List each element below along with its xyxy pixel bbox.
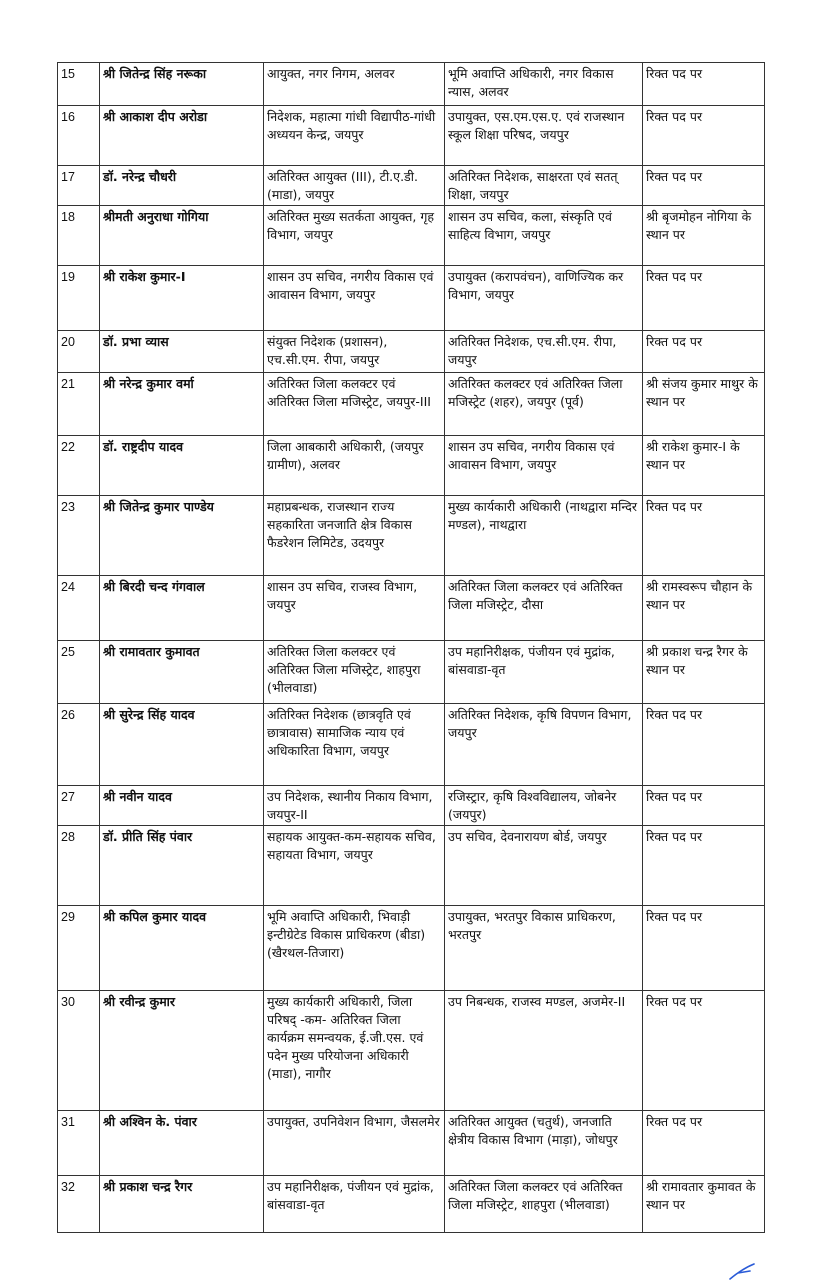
table-row [58,906,765,991]
serial-number-cell: 25 [58,641,100,704]
remark-cell: श्री संजय कुमार माथुर के स्थान पर [643,373,765,436]
officer-name-cell: श्री नवीन यादव [100,786,264,826]
current-post-cell: शासन उप सचिव, राजस्व विभाग, जयपुर [264,576,445,641]
new-post-cell: शासन उप सचिव, नगरीय विकास एवं आवासन विभाग, जयपुर [445,436,643,496]
serial-number-cell: 20 [58,331,100,373]
new-post-cell: अतिरिक्त कलक्टर एवं अतिरिक्त जिला मजिस्ट्रेट (शहर), जयपुर (पूर्व) [445,373,643,436]
officer-name-cell: श्री राकेश कुमार-I [100,266,264,331]
serial-number-cell: 17 [58,166,100,206]
current-post-cell: मुख्य कार्यकारी अधिकारी, जिला परिषद् -कम- अतिरिक्त जिला कार्यक्रम समन्वयक, ई.जी.एस. एवं पदेन मुख्य परियोजना अधिकारी (माडा), नागौर [264,991,445,1111]
remark-cell: रिक्त पद पर [643,906,765,991]
remark-cell: रिक्त पद पर [643,786,765,826]
new-post-cell: उप सचिव, देवनारायण बोर्ड, जयपुर [445,826,643,906]
serial-number-cell: 31 [58,1111,100,1176]
table-row [58,63,765,106]
remark-cell: रिक्त पद पर [643,704,765,786]
remark-cell: श्री प्रकाश चन्द्र रैगर के स्थान पर [643,641,765,704]
current-post-cell: शासन उप सचिव, नगरीय विकास एवं आवासन विभाग, जयपुर [264,266,445,331]
officer-name-cell: श्री बिरदी चन्द गंगवाल [100,576,264,641]
new-post-cell: अतिरिक्त जिला कलक्टर एवं अतिरिक्त जिला मजिस्ट्रेट, दौसा [445,576,643,641]
officer-name-cell: श्री सुरेन्द्र सिंह यादव [100,704,264,786]
current-post-cell: अतिरिक्त जिला कलक्टर एवं अतिरिक्त जिला मजिस्ट्रेट, शाहपुरा (भीलवाडा) [264,641,445,704]
serial-number-cell: 30 [58,991,100,1111]
new-post-cell: भूमि अवाप्ति अधिकारी, नगर विकास न्यास, अलवर [445,63,643,106]
current-post-cell: सहायक आयुक्त-कम-सहायक सचिव, सहायता विभाग, जयपुर [264,826,445,906]
serial-number-cell: 27 [58,786,100,826]
new-post-cell: उप महानिरीक्षक, पंजीयन एवं मुद्रांक, बांसवाडा-वृत [445,641,643,704]
remark-cell: रिक्त पद पर [643,266,765,331]
new-post-cell: उपायुक्त (करापवंचन), वाणिज्यिक कर विभाग, जयपुर [445,266,643,331]
table-row [58,206,765,266]
current-post-cell: जिला आबकारी अधिकारी, (जयपुर ग्रामीण), अलवर [264,436,445,496]
serial-number-cell: 22 [58,436,100,496]
signature-mark-icon [728,1262,758,1280]
table-row [58,1111,765,1176]
officer-name-cell: श्री रामावतार कुमावत [100,641,264,704]
officer-name-cell: श्री प्रकाश चन्द्र रैगर [100,1176,264,1233]
table-row [58,576,765,641]
new-post-cell: अतिरिक्त जिला कलक्टर एवं अतिरिक्त जिला मजिस्ट्रेट, शाहपुरा (भीलवाडा) [445,1176,643,1233]
officer-name-cell: डॉ. नरेन्द्र चौधरी [100,166,264,206]
current-post-cell: आयुक्त, नगर निगम, अलवर [264,63,445,106]
serial-number-cell: 26 [58,704,100,786]
table-row [58,786,765,826]
table-row [58,436,765,496]
officer-name-cell: श्रीमती अनुराधा गोगिया [100,206,264,266]
serial-number-cell: 23 [58,496,100,576]
remark-cell: श्री रामस्वरूप चौहान के स्थान पर [643,576,765,641]
table-row [58,641,765,704]
new-post-cell: अतिरिक्त निदेशक, कृषि विपणन विभाग, जयपुर [445,704,643,786]
new-post-cell: उपायुक्त, भरतपुर विकास प्राधिकरण, भरतपुर [445,906,643,991]
table-row [58,826,765,906]
remark-cell: रिक्त पद पर [643,166,765,206]
remark-cell: रिक्त पद पर [643,63,765,106]
serial-number-cell: 19 [58,266,100,331]
serial-number-cell: 21 [58,373,100,436]
officer-name-cell: श्री आकाश दीप अरोडा [100,106,264,166]
new-post-cell: मुख्य कार्यकारी अधिकारी (नाथद्वारा मन्दिर मण्डल), नाथद्वारा [445,496,643,576]
current-post-cell: उप महानिरीक्षक, पंजीयन एवं मुद्रांक, बांसवाडा-वृत [264,1176,445,1233]
serial-number-cell: 32 [58,1176,100,1233]
remark-cell: श्री बृजमोहन नोगिया के स्थान पर [643,206,765,266]
officer-name-cell: श्री नरेन्द्र कुमार वर्मा [100,373,264,436]
remark-cell: श्री रामावतार कुमावत के स्थान पर [643,1176,765,1233]
officer-name-cell: डॉ. प्रभा व्यास [100,331,264,373]
table-row [58,496,765,576]
new-post-cell: शासन उप सचिव, कला, संस्कृति एवं साहित्य विभाग, जयपुर [445,206,643,266]
table-row [58,373,765,436]
officer-name-cell: श्री अश्विन के. पंवार [100,1111,264,1176]
remark-cell: श्री राकेश कुमार-I के स्थान पर [643,436,765,496]
serial-number-cell: 18 [58,206,100,266]
officer-name-cell: डॉ. प्रीति सिंह पंवार [100,826,264,906]
serial-number-cell: 28 [58,826,100,906]
serial-number-cell: 16 [58,106,100,166]
current-post-cell: उपायुक्त, उपनिवेशन विभाग, जैसलमेर [264,1111,445,1176]
serial-number-cell: 29 [58,906,100,991]
serial-number-cell: 24 [58,576,100,641]
current-post-cell: अतिरिक्त आयुक्त (III), टी.ए.डी. (माडा), जयपुर [264,166,445,206]
table-row [58,266,765,331]
current-post-cell: उप निदेशक, स्थानीय निकाय विभाग, जयपुर-II [264,786,445,826]
table-row [58,991,765,1111]
new-post-cell: अतिरिक्त निदेशक, साक्षरता एवं सतत् शिक्षा, जयपुर [445,166,643,206]
new-post-cell: अतिरिक्त निदेशक, एच.सी.एम. रीपा, जयपुर [445,331,643,373]
current-post-cell: भूमि अवाप्ति अधिकारी, भिवाड़ी इन्टीग्रेटेड विकास प्राधिकरण (बीडा) (खैरथल-तिजारा) [264,906,445,991]
remark-cell: रिक्त पद पर [643,1111,765,1176]
table-row [58,1176,765,1233]
new-post-cell: उप निबन्धक, राजस्व मण्डल, अजमेर-II [445,991,643,1111]
officer-name-cell: डॉ. राष्ट्रदीप यादव [100,436,264,496]
table-row [58,166,765,206]
new-post-cell: रजिस्ट्रार, कृषि विश्वविद्यालय, जोबनेर (जयपुर) [445,786,643,826]
serial-number-cell: 15 [58,63,100,106]
officer-name-cell: श्री जितेन्द्र कुमार पाण्डेय [100,496,264,576]
current-post-cell: निदेशक, महात्मा गांधी विद्यापीठ-गांधी अध्ययन केन्द्र, जयपुर [264,106,445,166]
current-post-cell: अतिरिक्त निदेशक (छात्रवृति एवं छात्रावास) सामाजिक न्याय एवं अधिकारिता विभाग, जयपुर [264,704,445,786]
transfer-order-table [57,62,765,1233]
officer-name-cell: श्री रवीन्द्र कुमार [100,991,264,1111]
table-row [58,704,765,786]
remark-cell: रिक्त पद पर [643,331,765,373]
new-post-cell: अतिरिक्त आयुक्त (चतुर्थ), जनजाति क्षेत्रीय विकास विभाग (माड़ा), जोधपुर [445,1111,643,1176]
current-post-cell: अतिरिक्त जिला कलक्टर एवं अतिरिक्त जिला मजिस्ट्रेट, जयपुर-III [264,373,445,436]
officer-name-cell: श्री कपिल कुमार यादव [100,906,264,991]
table-row [58,106,765,166]
remark-cell: रिक्त पद पर [643,496,765,576]
officer-name-cell: श्री जितेन्द्र सिंह नरूका [100,63,264,106]
current-post-cell: अतिरिक्त मुख्य सतर्कता आयुक्त, गृह विभाग, जयपुर [264,206,445,266]
table-row [58,331,765,373]
new-post-cell: उपायुक्त, एस.एम.एस.ए. एवं राजस्थान स्कूल शिक्षा परिषद, जयपुर [445,106,643,166]
remark-cell: रिक्त पद पर [643,826,765,906]
remark-cell: रिक्त पद पर [643,106,765,166]
remark-cell: रिक्त पद पर [643,991,765,1111]
current-post-cell: महाप्रबन्धक, राजस्थान राज्य सहकारिता जनजाति क्षेत्र विकास फैडरेशन लिमिटेड, उदयपुर [264,496,445,576]
current-post-cell: संयुक्त निदेशक (प्रशासन), एच.सी.एम. रीपा, जयपुर [264,331,445,373]
